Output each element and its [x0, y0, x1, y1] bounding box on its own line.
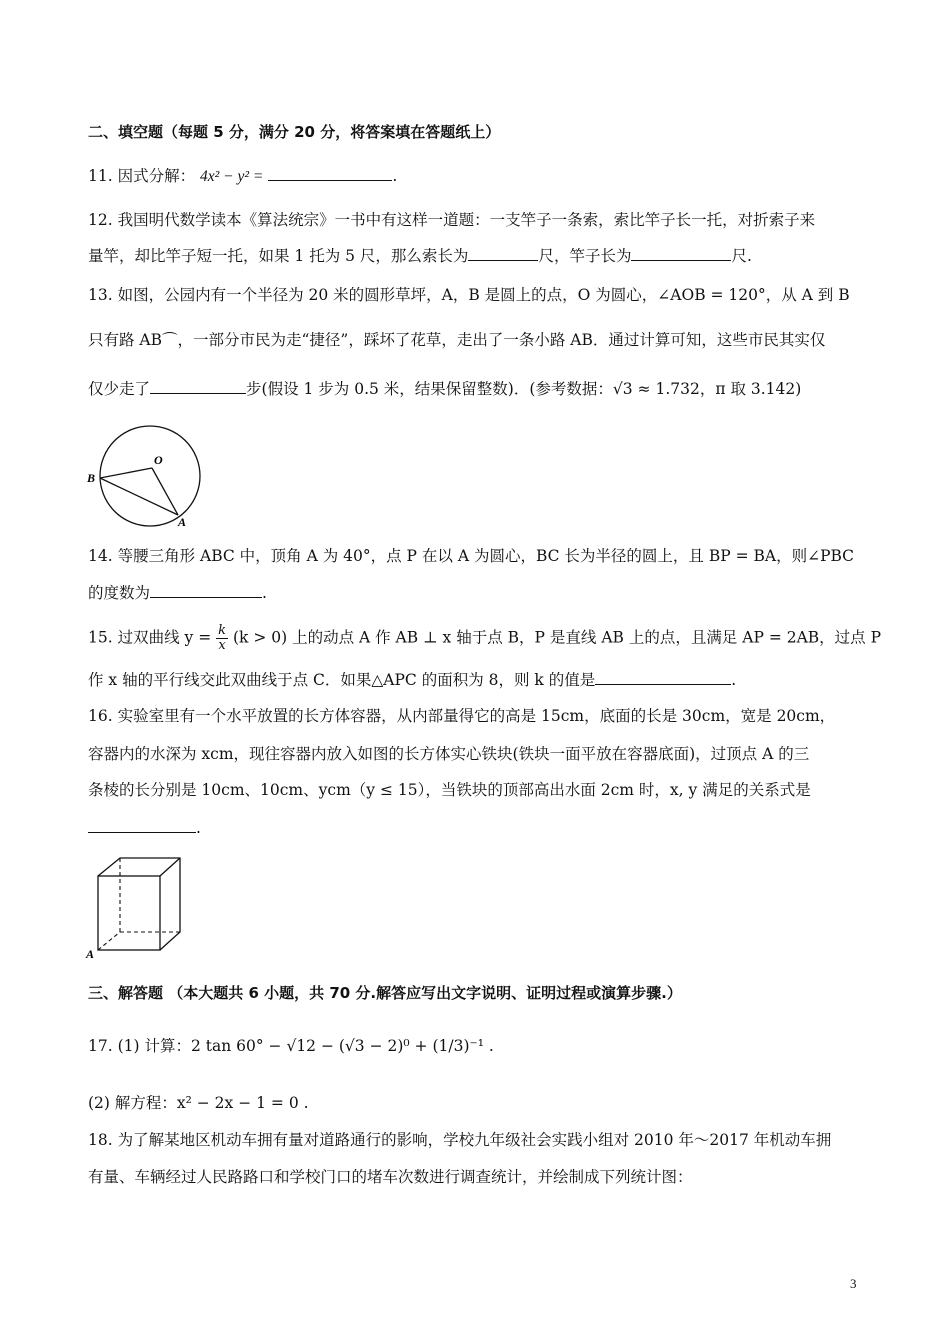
q11-expression: 4x² − y² = — [200, 168, 264, 185]
q17-part2: (2) 解方程：x² − 2x − 1 = 0 . — [88, 1094, 309, 1112]
q15-text-a: 15. 过双曲线 y = — [88, 628, 212, 647]
cuboid-hidden-depth — [98, 932, 120, 950]
label-a: A — [178, 515, 187, 529]
q13-text-b: 步(假设 1 步为 0.5 米，结果保留整数)．(参考数据：√3 ≈ 1.732，π 取 3.142) — [246, 380, 802, 398]
page-number: 3 — [850, 1276, 857, 1291]
chord-ab — [100, 478, 178, 515]
radius-ob — [100, 468, 152, 478]
q15-text-b: (k > 0) 上的动点 A 作 AB ⊥ x 轴于点 B，P 是直线 AB 上的点，且满足 AP = 2AB，过点 P — [232, 628, 882, 647]
q12-line1: 12. 我国明代数学读本《算法统宗》一书中有这样一道题：一支竿子一条索，索比竿子长一托，对折索子来 — [88, 211, 816, 229]
q12-text-a: 量竿，却比竿子短一托，如果 1 托为 5 尺，那么索长为 — [88, 247, 469, 265]
q12-line2 — [88, 246, 752, 266]
q14-text-b: . — [262, 584, 267, 602]
q16-line1: 16. 实验室里有一个水平放置的长方体容器，从内部量得它的高是 15cm，底面的长是 30cm，宽是 20cm， — [88, 707, 836, 725]
q13-text-a: 仅少走了 — [88, 380, 151, 398]
q16-line4 — [88, 818, 201, 838]
q12-text-c: 尺. — [731, 247, 752, 265]
q14-blank — [150, 583, 262, 598]
q15-text-d: . — [731, 671, 737, 689]
q15-line1 — [88, 624, 881, 653]
q16-suffix: . — [196, 819, 201, 837]
q15-line2 — [88, 670, 736, 690]
q13-line3 — [88, 379, 801, 399]
q16-blank — [88, 818, 196, 833]
q15-fraction — [216, 624, 228, 653]
q16-line3: 条棱的长分别是 10cm、10cm、ycm（y ≤ 15），当铁块的顶部高出水面 2cm 时，x, y 满足的关系式是 — [88, 781, 811, 799]
q13-line2: 只有路 AB⌒，一部分市民为走“捷径”，踩坏了花草，走出了一条小路 AB．通过计算可知，这些市民其实仅 — [88, 331, 826, 349]
q16-cuboid-figure — [86, 852, 196, 962]
radius-oa — [152, 468, 178, 515]
q14-line1: 14. 等腰三角形 ABC 中，顶角 A 为 40°，点 P 在以 A 为圆心，BC 长为半径的圆上，且 BP = BA，则∠PBC — [88, 547, 855, 565]
q12-blank-rope — [468, 246, 538, 261]
q15-text-c: 作 x 轴的平行线交此双曲线于点 C．如果△APC 的面积为 8，则 k 的值是 — [88, 671, 596, 689]
q15-frac-den: x — [218, 638, 226, 653]
q16-line2: 容器内的水深为 xcm，现往容器内放入如图的长方体实心铁块(铁块一面平放在容器底面)，过顶点 A 的三 — [88, 745, 810, 763]
q12-text-b: 尺，竿子长为 — [538, 247, 632, 265]
question-11 — [88, 166, 397, 187]
label-vertex-a: A — [86, 947, 95, 961]
q13-circle-figure — [88, 422, 208, 532]
q12-blank-pole — [631, 246, 731, 261]
q14-text-a: 的度数为 — [88, 584, 151, 602]
q11-suffix: . — [392, 167, 398, 185]
q15-blank — [595, 670, 731, 685]
q18-line1: 18. 为了解某地区机动车拥有量对道路通行的影响，学校九年级社会实践小组对 2010 年～2017 年机动车拥 — [88, 1131, 832, 1149]
label-o: O — [154, 453, 163, 467]
section-3-title: 三、解答题 （本大题共 6 小题，共 70 分.解答应写出文字说明、证明过程或演算步骤.） — [88, 984, 682, 1002]
cuboid-top-right-edges — [98, 858, 180, 950]
label-b: B — [87, 471, 96, 485]
q11-prefix: 11. 因式分解： — [88, 167, 196, 185]
circle-lawn — [100, 426, 200, 526]
section-2-title: 二、填空题（每题 5 分，满分 20 分，将答案填在答题纸上） — [88, 123, 501, 141]
q13-line1: 13. 如图，公园内有一个半径为 20 米的圆形草坪，A，B 是圆上的点，O 为圆心，∠AOB = 120°，从 A 到 B — [88, 286, 850, 304]
q11-answer-blank — [268, 166, 392, 181]
q15-frac-num: k — [218, 623, 227, 638]
cuboid-front-face — [98, 876, 160, 950]
cuboid-top-edge — [160, 858, 180, 876]
q18-line2: 有量、车辆经过人民路路口和学校门口的堵车次数进行调查统计，并绘制成下列统计图： — [88, 1168, 693, 1186]
q13-blank — [150, 379, 246, 394]
q17-part1: 17. (1) 计算：2 tan 60° − √12 − (√3 − 2)⁰ + (1/3)⁻¹ . — [88, 1037, 494, 1055]
q14-line2 — [88, 583, 267, 603]
